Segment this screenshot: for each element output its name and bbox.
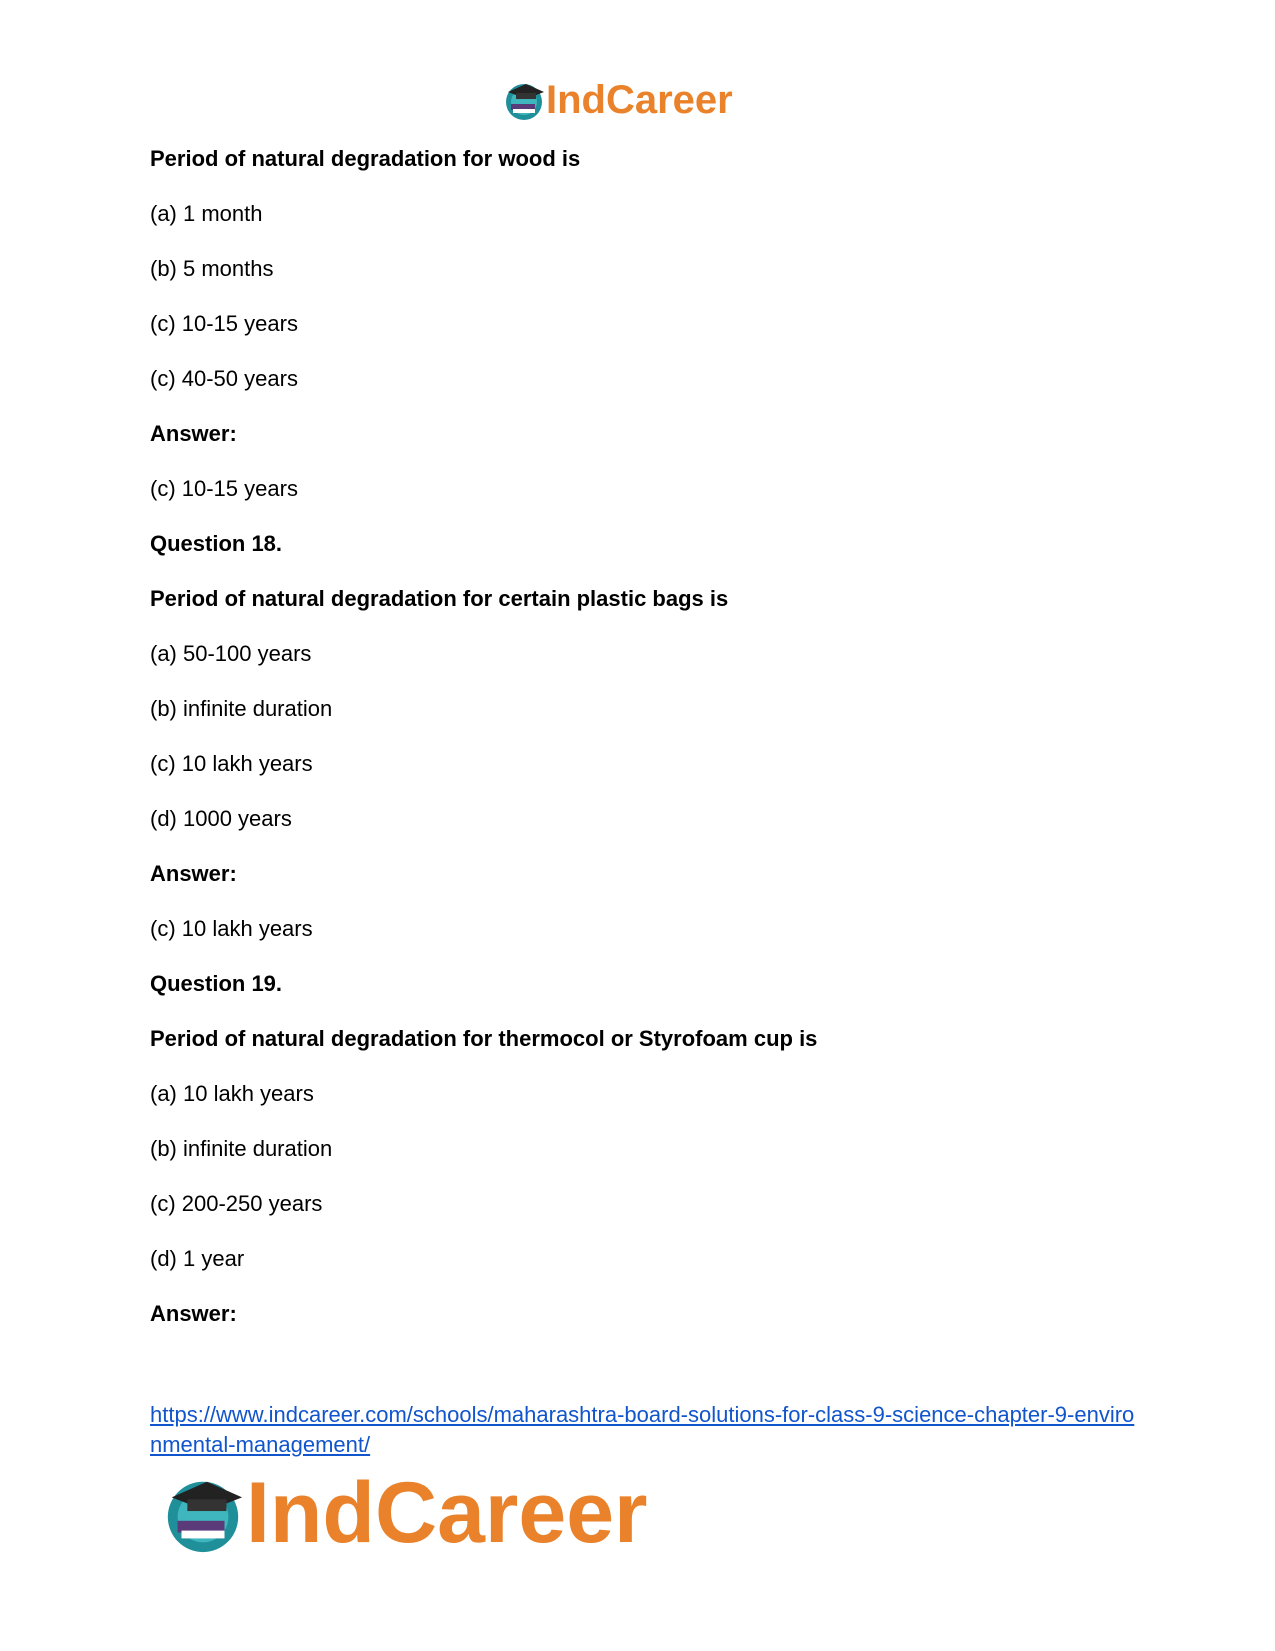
option-line: (c) 10 lakh years (150, 751, 313, 776)
option-line: (a) 50-100 years (150, 641, 312, 666)
header-logo (502, 78, 733, 122)
option-line: (b) infinite duration (150, 696, 333, 721)
footer-logo (160, 1465, 648, 1561)
question-number: Question 19. (150, 971, 283, 996)
option-line: (b) infinite duration (150, 1136, 333, 1161)
option-line: (d) 1 year (150, 1246, 245, 1271)
option-line: (a) 10 lakh years (150, 1081, 314, 1106)
graduation-cap-logo-icon (160, 1470, 246, 1556)
question-text: Period of natural degradation for thermocol or Styrofoam cup is (150, 1026, 818, 1051)
option-line: (c) 10-15 years (150, 311, 298, 336)
answer-label: Answer: (150, 1301, 237, 1326)
answer-label: Answer: (150, 861, 237, 886)
option-line: (c) 10-15 years (150, 476, 298, 501)
document-body (150, 146, 1150, 1356)
option-line: (c) 10 lakh years (150, 916, 313, 941)
logo-text: IndCareer (246, 1465, 648, 1561)
option-line: (c) 40-50 years (150, 366, 298, 391)
answer-label: Answer: (150, 421, 237, 446)
question-text: Period of natural degradation for wood is (150, 146, 581, 171)
graduation-cap-logo-icon (502, 78, 546, 122)
option-line: (b) 5 months (150, 256, 274, 281)
option-line: (d) 1000 years (150, 806, 292, 831)
source-link[interactable]: https://www.indcareer.com/schools/maharashtra-board-solutions-for-class-9-science-chapter-9-environmental-management/ (150, 1402, 1135, 1457)
question-number: Question 18. (150, 531, 283, 556)
question-text: Period of natural degradation for certain plastic bags is (150, 586, 729, 611)
logo-text: IndCareer (546, 78, 733, 122)
option-line: (a) 1 month (150, 201, 263, 226)
option-line: (c) 200-250 years (150, 1191, 323, 1216)
